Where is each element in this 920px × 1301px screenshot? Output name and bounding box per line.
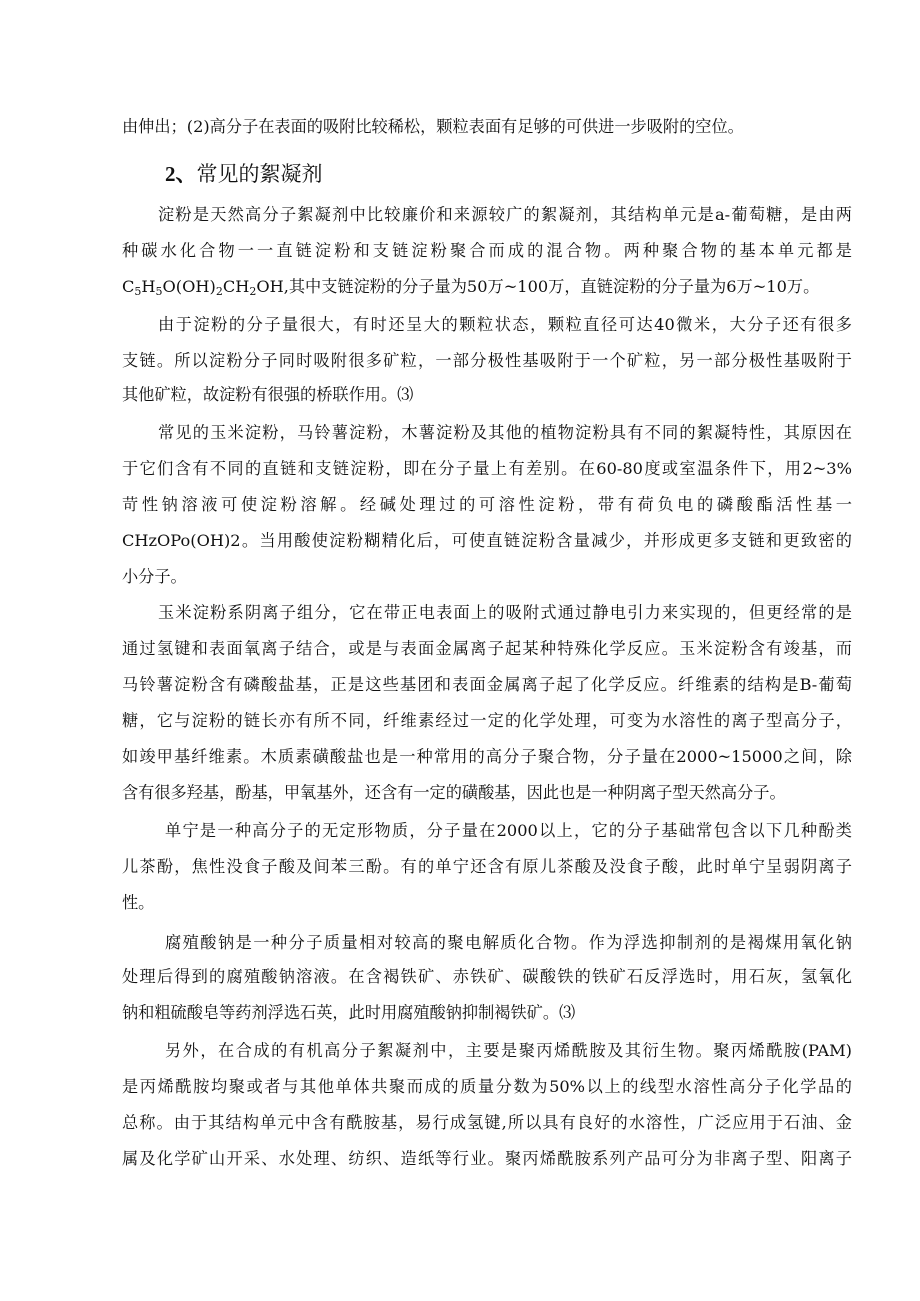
paragraph-line: 如竣甲基纤维素。木质素磺酸盐也是一种常用的高分子聚合物，分子量在2000~15000之间，除 [122, 747, 852, 766]
paragraph-line: 属及化学矿山开采、水处理、纺织、造纸等行业。聚丙烯酰胺系列产品可分为非离子型、阳离子 [122, 1149, 852, 1168]
paragraph-line: 玉米淀粉系阴离子组分，它在带正电表面上的吸附式通过静电引力来实现的，但更经常的是 [158, 603, 852, 622]
paragraph-line: 其他矿粒，故淀粉有很强的桥联作用。⑶ [122, 385, 414, 404]
text-line: 由伸出；(2)高分子在表面的吸附比较稀松，颗粒表面有足够的可供进一步吸附的空位。 [122, 117, 744, 136]
paragraph-line: 支链。所以淀粉分子同时吸附很多矿粒，一部分极性基吸附于一个矿粒，另一部分极性基吸附于 [122, 351, 852, 370]
paragraph-line: 性。 [122, 893, 155, 912]
paragraph-line: 儿茶酚，焦性没食子酸及间苯三酚。有的单宁还含有原儿茶酸及没食子酸，此时单宁呈弱阴离子 [122, 857, 852, 876]
paragraph-line: 通过氢键和表面氧离子结合，或是与表面金属离子起某种特殊化学反应。玉米淀粉含有竣基，而 [122, 639, 852, 658]
paragraph-line: 常见的玉米淀粉，马铃薯淀粉，木薯淀粉及其他的植物淀粉具有不同的絮凝特性，其原因在 [158, 423, 852, 442]
paragraph-line: 处理后得到的腐殖酸钠溶液。在含褐铁矿、赤铁矿、碳酸铁的铁矿石反浮选时，用石灰，氢氧化 [122, 967, 852, 986]
paragraph-line: 小分子。 [122, 567, 187, 586]
paragraph-line: 淀粉是天然高分子絮凝剂中比较廉价和来源较广的絮凝剂，其结构单元是a-葡萄糖，是由两 [158, 205, 852, 224]
paragraph-line: 钠和粗硫酸皂等药剂浮选石英，此时用腐殖酸钠抑制褐铁矿。⑶ [122, 1003, 576, 1022]
paragraph-line: 含有很多羟基，酚基，甲氧基外，还含有一定的磺酸基，因此也是一种阴离子型天然高分子。 [122, 783, 786, 802]
section-number: 2、 [165, 162, 197, 186]
paragraph-line: 苛性钠溶液可使淀粉溶解。经碱处理过的可溶性淀粉，带有荷负电的磷酸酯活性基一 [122, 495, 852, 514]
section-heading [165, 160, 323, 188]
paragraph-line: 腐殖酸钠是一种分子质量相对较高的聚电解质化合物。作为浮选抑制剂的是褐煤用氧化钠 [165, 933, 852, 952]
section-title: 常见的絮凝剂 [196, 162, 323, 186]
paragraph-line: 马铃薯淀粉含有磷酸盐基，正是这些基团和表面金属离子起了化学反应。纤维素的结构是B-葡萄 [122, 675, 852, 694]
paragraph-line: 总称。由于其结构单元中含有酰胺基，易行成氢键,所以具有良好的水溶性，广泛应用于石油、金 [122, 1113, 852, 1132]
paragraph-line: 糖，它与淀粉的链长亦有所不同，纤维素经过一定的化学处理，可变为水溶性的离子型高分子， [122, 711, 852, 730]
paragraph-line: CHzOPo(OH)2。当用酸使淀粉糊精化后，可使直链淀粉含量减少，并形成更多支链和更致密的 [122, 531, 852, 550]
formula-line: $C_5H_5O(OH)_2CH_2OH$,其中支链淀粉的分子量为50万~100万，直链淀粉的分子量为6万~10万。 [122, 277, 820, 298]
paragraph-line: 单宁是一种高分子的无定形物质，分子量在2000以上，它的分子基础常包含以下几种酚类 [165, 821, 852, 840]
paragraph-line: 种碳水化合物一一直链淀粉和支链淀粉聚合而成的混合物。两种聚合物的基本单元都是 [122, 241, 852, 260]
paragraph-line: 由于淀粉的分子量很大，有时还呈大的颗粒状态，颗粒直径可达40微米，大分子还有很多 [158, 315, 852, 334]
paragraph-line: 是丙烯酰胺均聚或者与其他单体共聚而成的质量分数为50%以上的线型水溶性高分子化学品的 [122, 1077, 852, 1096]
paragraph-line: 另外，在合成的有机高分子絮凝剂中，主要是聚丙烯酰胺及其衍生物。聚丙烯酰胺(PAM) [165, 1041, 852, 1060]
paragraph-line: 于它们含有不同的直链和支链淀粉，即在分子量上有差别。在60-80度或室温条件下，用2~3% [122, 459, 852, 478]
